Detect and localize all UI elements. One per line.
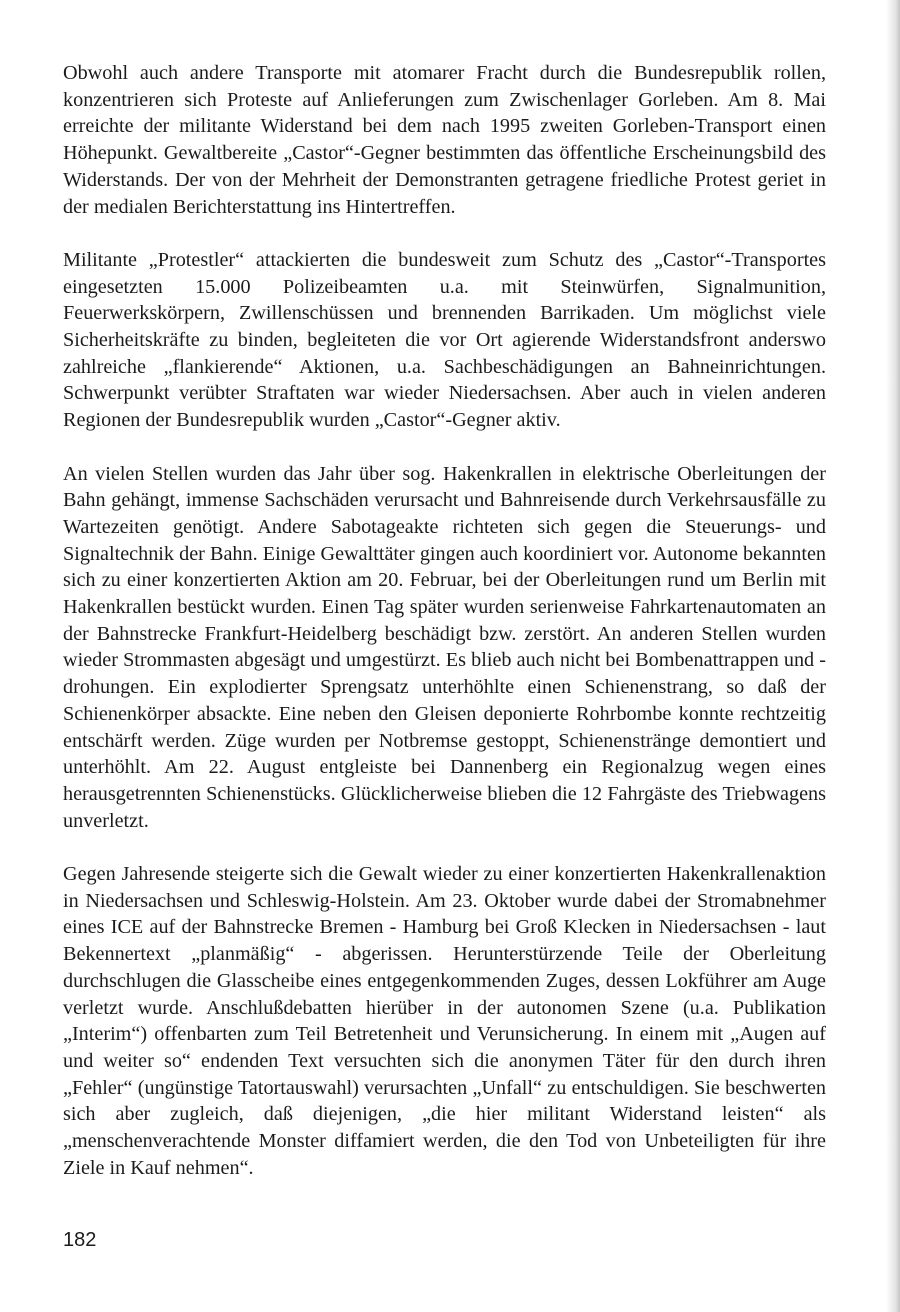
page-number: 182 (63, 1229, 97, 1251)
page-edge-shadow (886, 0, 900, 1312)
body-text (63, 60, 826, 1181)
paragraph-militant-protestler: Militante „Protestler“ attackierten die bundesweit zum Schutz des „Castor“-Transportes eingesetzten 15.000 Polizeibeamten u.a. mit Steinwürfen, Signalmunition, Feuerwerkskörpern, Zwillenschüssen und brennenden Barrikaden. Um möglichst viele Sicherheitskräfte zu binden, begleiteten die vor Ort agierende Widerstandsfront anderswo zahlreiche „flankierende“ Aktionen, u.a. Sachbeschädigungen an Bahneinrichtungen. Schwerpunkt verübter Straftaten war wieder Niedersachsen. Aber auch in vielen anderen Regionen der Bundesrepublik wurden „Castor“-Gegner aktiv. (63, 248, 826, 432)
paragraph-hakenkrallen-sabotage: An vielen Stellen wurden das Jahr über sog. Hakenkrallen in elektrische Oberleitungen der Bahn gehängt, immense Sachschäden verursacht und Bahnreisende durch Verkehrsausfälle zu Wartezeiten genötigt. Andere Sabotageakte richteten sich gegen die Steuerungs- und Signaltechnik der Bahn. Einige Gewalttäter gingen auch koordiniert vor. Autonome bekannten sich zu einer konzertierten Aktion am 20. Februar, bei der Oberleitungen rund um Berlin mit Hakenkrallen bestückt wurden. Einen Tag später wurden serienweise Fahrkartenautomaten an der Bahnstrecke Frankfurt-Heidelberg beschädigt bzw. zerstört. An anderen Stellen wurden wieder Strommasten abgesägt und umgestürzt. Es blieb auch nicht bei Bombenattrappen und -drohungen. Ein explodierter Sprengsatz unterhöhlte einen Schienenstrang, so daß der Schienenkörper absackte. Eine neben den Gleisen deponierte Rohrbombe konnte rechtzeitig entschärft werden. Züge wurden per Notbremse gestoppt, Schienenstränge demontiert und unterhöhlt. Am 22. August entgleiste bei Dannenberg ein Regionalzug wegen eines herausgetrennten Schienenstücks. Glücklicherweise blieben die 12 Fahrgäste des Triebwagens unverletzt. (63, 462, 826, 832)
paragraph-year-end-violence: Gegen Jahresende steigerte sich die Gewalt wieder zu einer konzertierten Hakenkrallenaktion in Niedersachsen und Schleswig-Holstein. Am 23. Oktober wurde dabei der Stromabnehmer eines ICE auf der Bahnstrecke Bremen - Hamburg bei Groß Klecken in Niedersachsen - laut Bekennertext „planmäßig“ - abgerissen. Herunterstürzende Teile der Oberleitung durchschlugen die Glasscheibe eines entgegenkommenden Zuges, dessen Lokführer am Auge verletzt wurde. Anschlußdebatten hierüber in der autonomen Szene (u.a. Publikation „Interim“) offenbarten zum Teil Betretenheit und Verunsicherung. In einem mit „Augen auf und weiter so“ endenden Text versuchten sich die anonymen Täter für den durch ihren „Fehler“ (ungünstige Tatortauswahl) verursachten „Unfall“ zu entschuldigen. Sie beschwerten sich aber zugleich, daß diejenigen, „die hier militant Widerstand leisten“ als „menschenverachtende Monster diffamiert werden, die den Tod von Unbeteiligten für ihre Ziele in Kauf nehmen“. (63, 863, 826, 1179)
paragraph-castor-transport: Obwohl auch andere Transporte mit atomarer Fracht durch die Bundesrepublik rollen, konzentrieren sich Proteste auf Anlieferungen zum Zwischenlager Gorleben. Am 8. Mai erreichte der militante Widerstand bei dem nach 1995 zweiten Gorleben-Transport einen Höhepunkt. Gewaltbereite „Castor“-Gegner bestimmten das öffentliche Erscheinungsbild des Widerstands. Der von der Mehrheit der Demonstranten getragene friedliche Protest geriet in der medialen Berichterstattung ins Hintertreffen. (63, 62, 826, 218)
